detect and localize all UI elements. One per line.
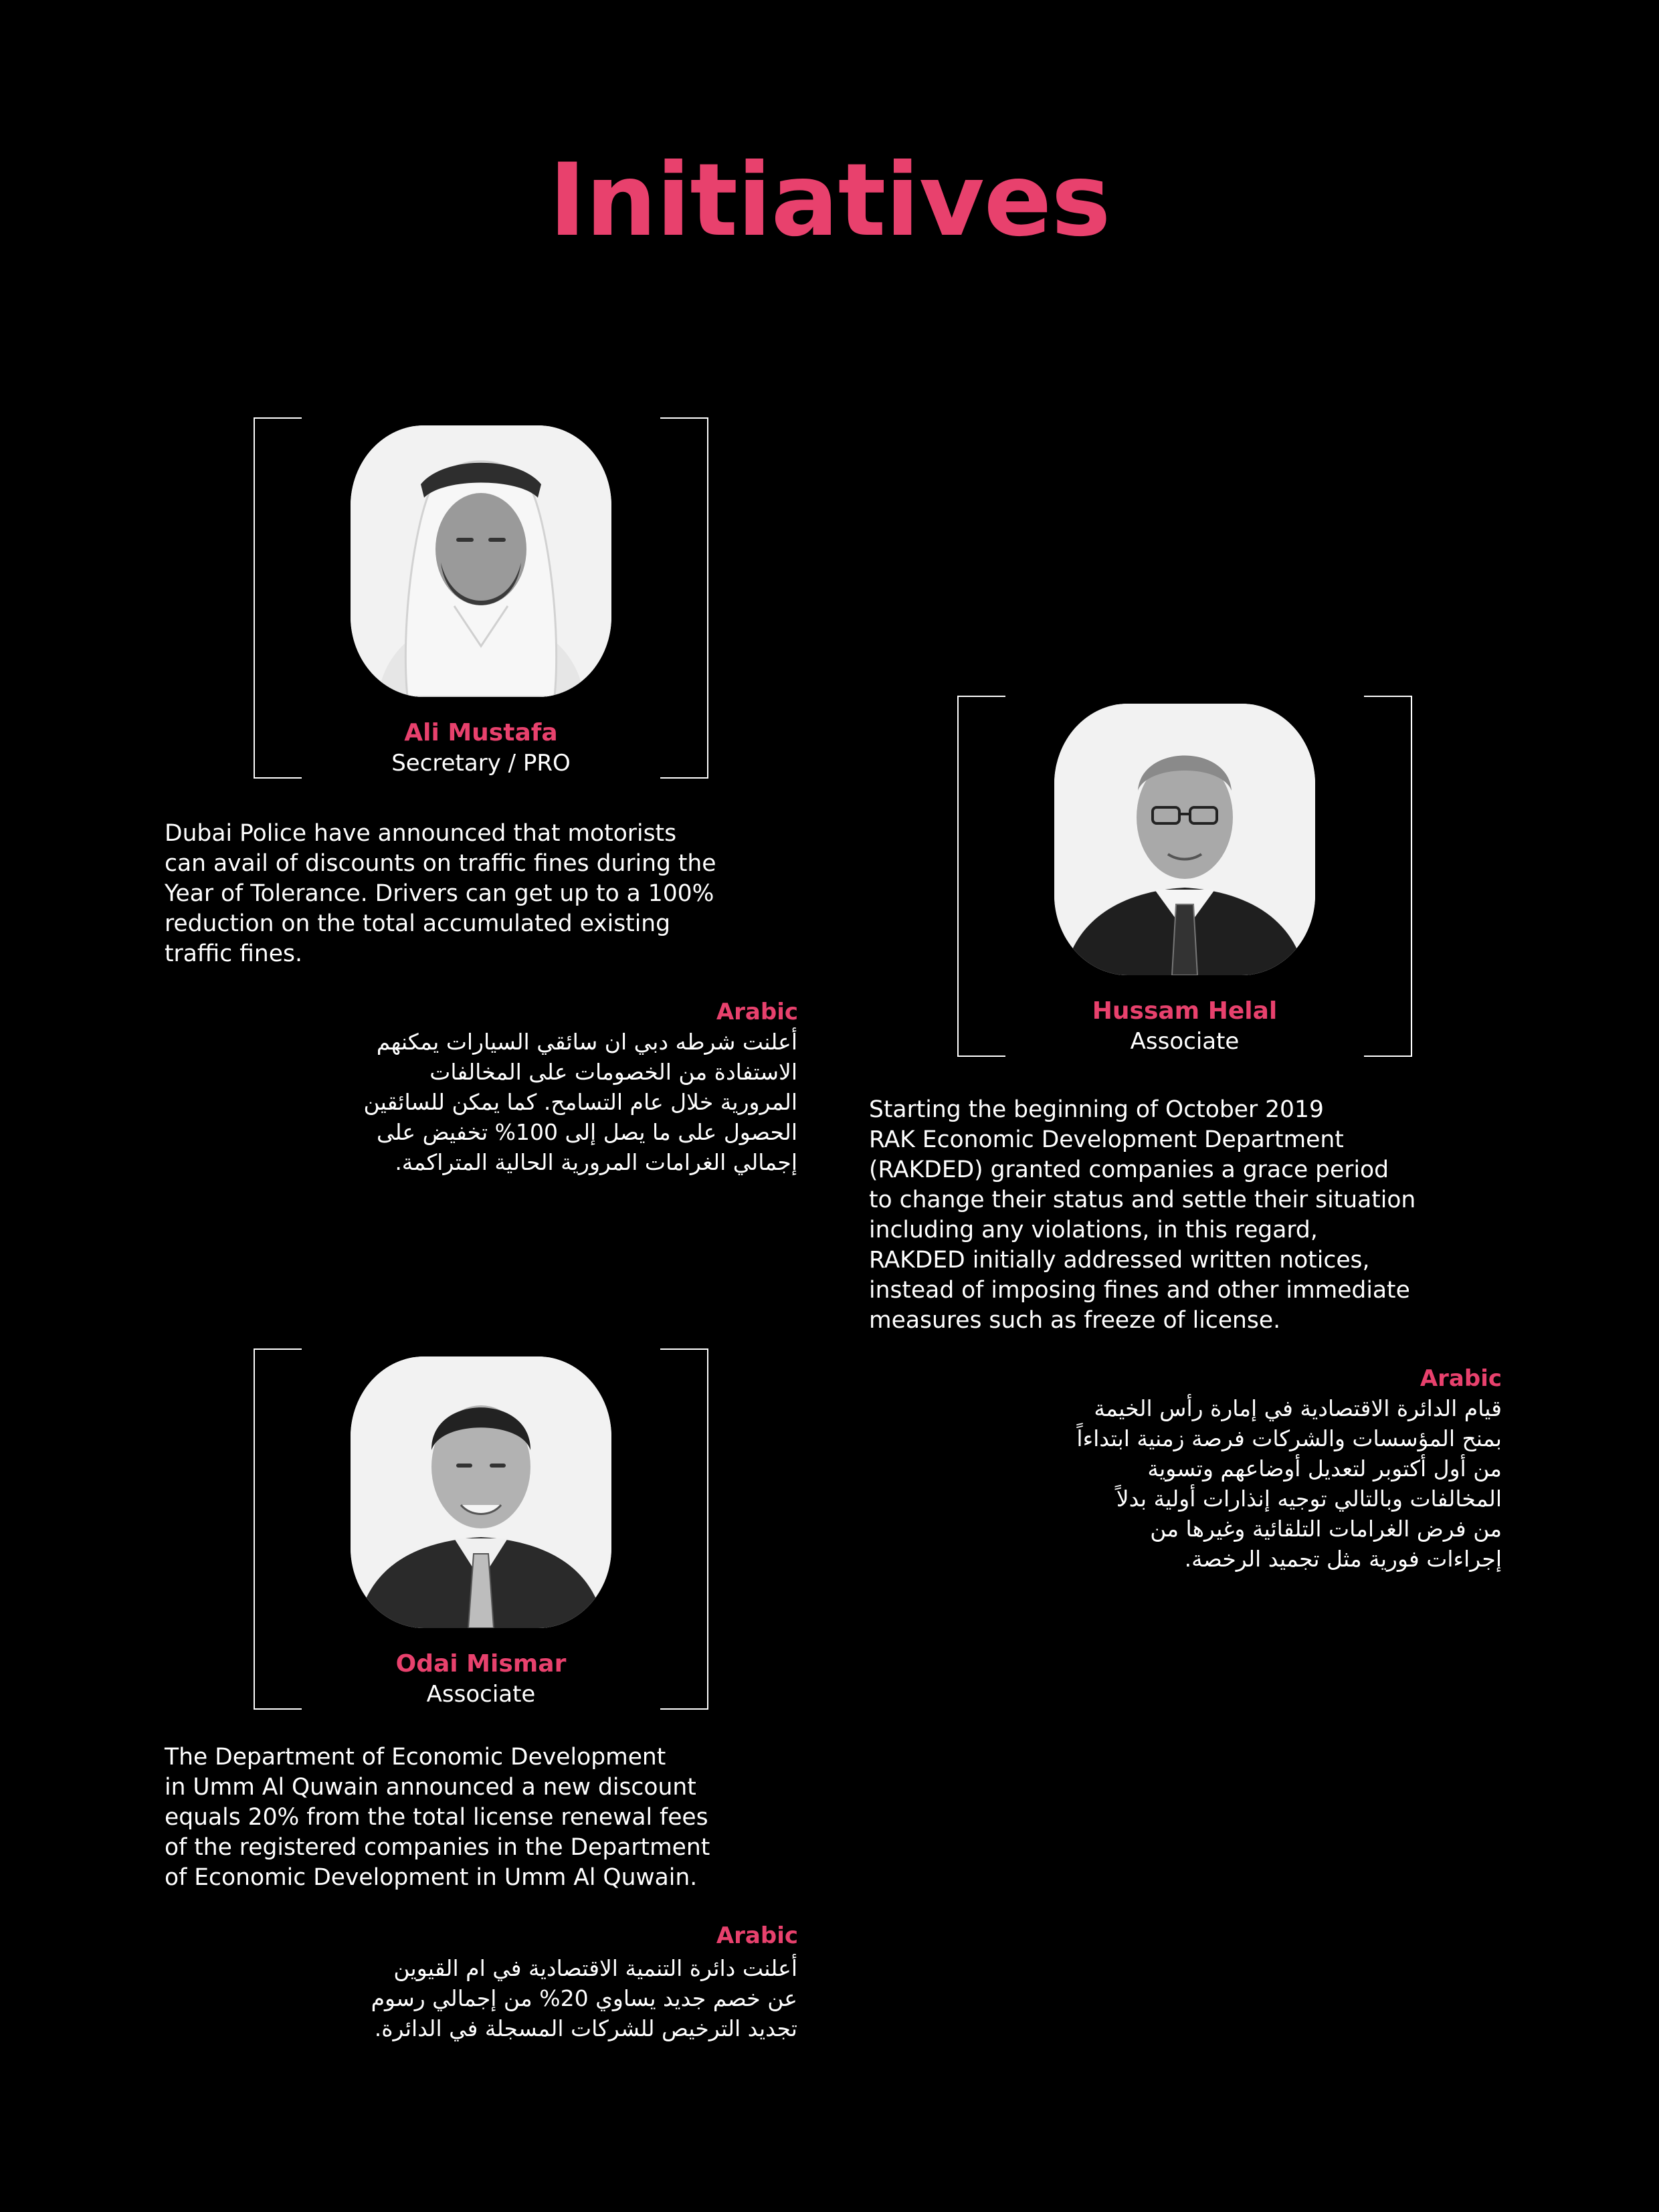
profile-card-odai-mismar (254, 1348, 708, 1707)
profile-role: Associate (426, 1681, 536, 1708)
profile-description: The Department of Economic Development in Umm Al Quwain announced a new discount equals 20% from the total license renewal fees of the registered companies in the Department of Economic Development in Umm Al Quwain. (165, 1744, 710, 1891)
arabic-description: أعلنت شرطه دبي ان سائقي السيارات يمكنهم الاستفادة من الخصومات على المخالفات المرورية خلال عام التسامح. كما يمكن للسائقين الحصول على ما يصل إلى 100% تخفيض على إجمالي الغرامات المرورية الحالية المتراكمة. (363, 1029, 797, 1175)
profile-card-hussam-helal (957, 696, 1412, 1054)
arabic-description: أعلنت دائرة التنمية الاقتصادية في ام القيوين عن خصم جديد يساوي 20% من إجمالي رسوم تجديد الترخيص للشركات المسجلة في الدائرة. (371, 1955, 797, 2041)
arabic-label: Arabic (716, 999, 798, 1025)
profile-name: Odai Mismar (395, 1650, 567, 1678)
portrait-man-ghutra-icon (351, 425, 611, 697)
page-title: Initiatives (549, 142, 1110, 259)
portrait-man-suit-icon (351, 1356, 611, 1628)
profile-card-ali-mustafa (254, 417, 708, 776)
profile-name: Ali Mustafa (404, 719, 558, 746)
arabic-label: Arabic (716, 1922, 798, 1949)
profile-description: Dubai Police have announced that motorists can avail of discounts on traffic fines during the Year of Tolerance. Drivers can get up to a 100% reduction on the total accumulated existing traffic fines. (165, 820, 716, 967)
profile-name: Hussam Helal (1092, 997, 1278, 1025)
portrait-man-suit-glasses-icon (1054, 704, 1315, 975)
profile-role: Associate (1130, 1028, 1240, 1055)
profile-description: Starting the beginning of October 2019 RAK Economic Development Department (RAKDED) granted companies a grace period to change their status and settle their situation including any violations, in this regard, RAKDED initially addressed written notices, instead of imposing fines and other immediate measures such as freeze of license. (869, 1096, 1416, 1334)
arabic-label: Arabic (1420, 1365, 1502, 1392)
arabic-description: قيام الدائرة الاقتصادية في إمارة رأس الخيمة بمنح المؤسسات والشركات فرصة زمنية ابتداءاً من أول أكتوبر لتعديل أوضاعهم وتسوية المخالفات وبالتالي توجيه إنذارات أولية بدلاً من فرض الغرامات التلقائية وغيرها من إجراءات فورية مثل تجميد الرخصة. (1076, 1395, 1502, 1572)
profile-role: Secretary / PRO (391, 750, 571, 777)
